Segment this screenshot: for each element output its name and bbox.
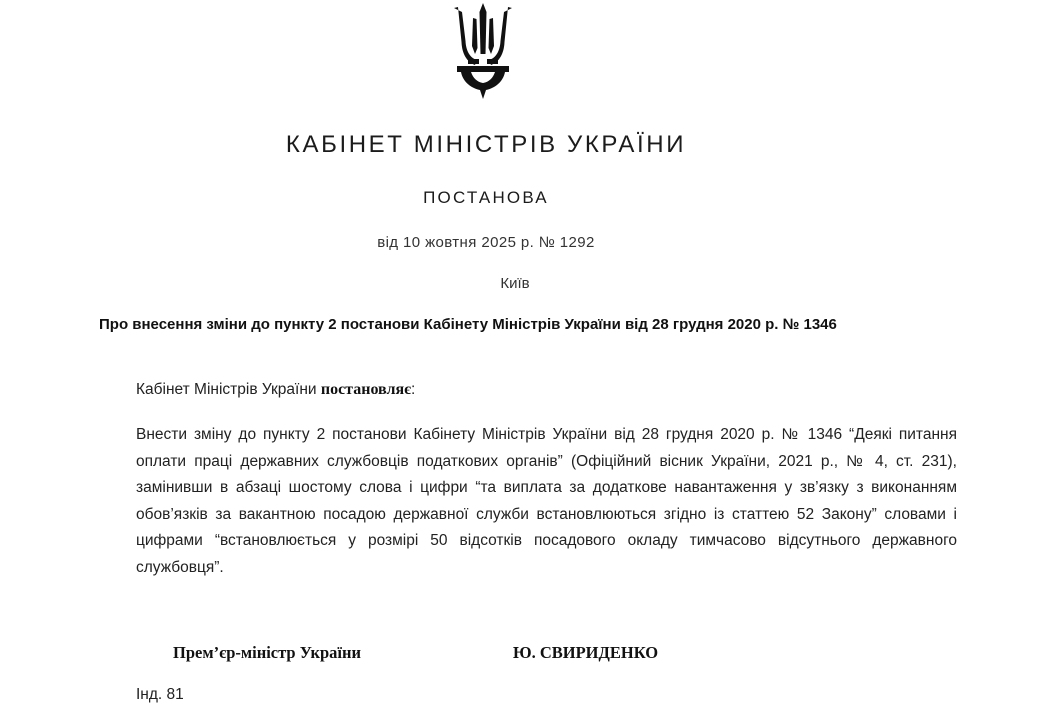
intro-suffix: : bbox=[411, 381, 416, 398]
document-city: Київ bbox=[500, 275, 530, 292]
trident-coat-of-arms-icon bbox=[451, 2, 515, 100]
document-index: Інд. 81 bbox=[136, 686, 184, 703]
body-paragraph: Внести зміну до пункту 2 постанови Кабінету Міністрів України від 28 грудня 2020 р. № 1346 “Деякі питання оплати праці державних службовців податкових органів” (Офіційний вісник України, 2021 р., № 4, ст. 231), замінивши в абзаці шостому слова і цифри “та виплата за додаткове навантаження у зв’язку з виконанням обов’язків за вакантною посадою державної служби встановлюються згідно із статтею 52 Закону” словами і цифрами “встановлюється у розмірі 50 відсотків посадового окладу тимчасово відсутнього державного службовця”. bbox=[136, 426, 957, 576]
intro-emphasis: постановляє bbox=[320, 381, 412, 398]
document-type: ПОСТАНОВА bbox=[423, 188, 549, 207]
organization-title: КАБІНЕТ МІНІСТРІВ УКРАЇНИ bbox=[285, 131, 687, 158]
intro-prefix: Кабінет Міністрів України bbox=[136, 381, 321, 398]
intro-paragraph bbox=[136, 381, 415, 399]
document-date: від 10 жовтня 2025 р. № 1292 bbox=[377, 234, 595, 251]
signatory-position: Прем’єр-міністр України bbox=[173, 643, 362, 662]
document-heading: Про внесення зміни до пункту 2 постанови Кабінету Міністрів України від 28 грудня 2020 р. № 1346 bbox=[99, 316, 837, 333]
signatory-name: Ю. СВИРИДЕНКО bbox=[513, 643, 659, 662]
